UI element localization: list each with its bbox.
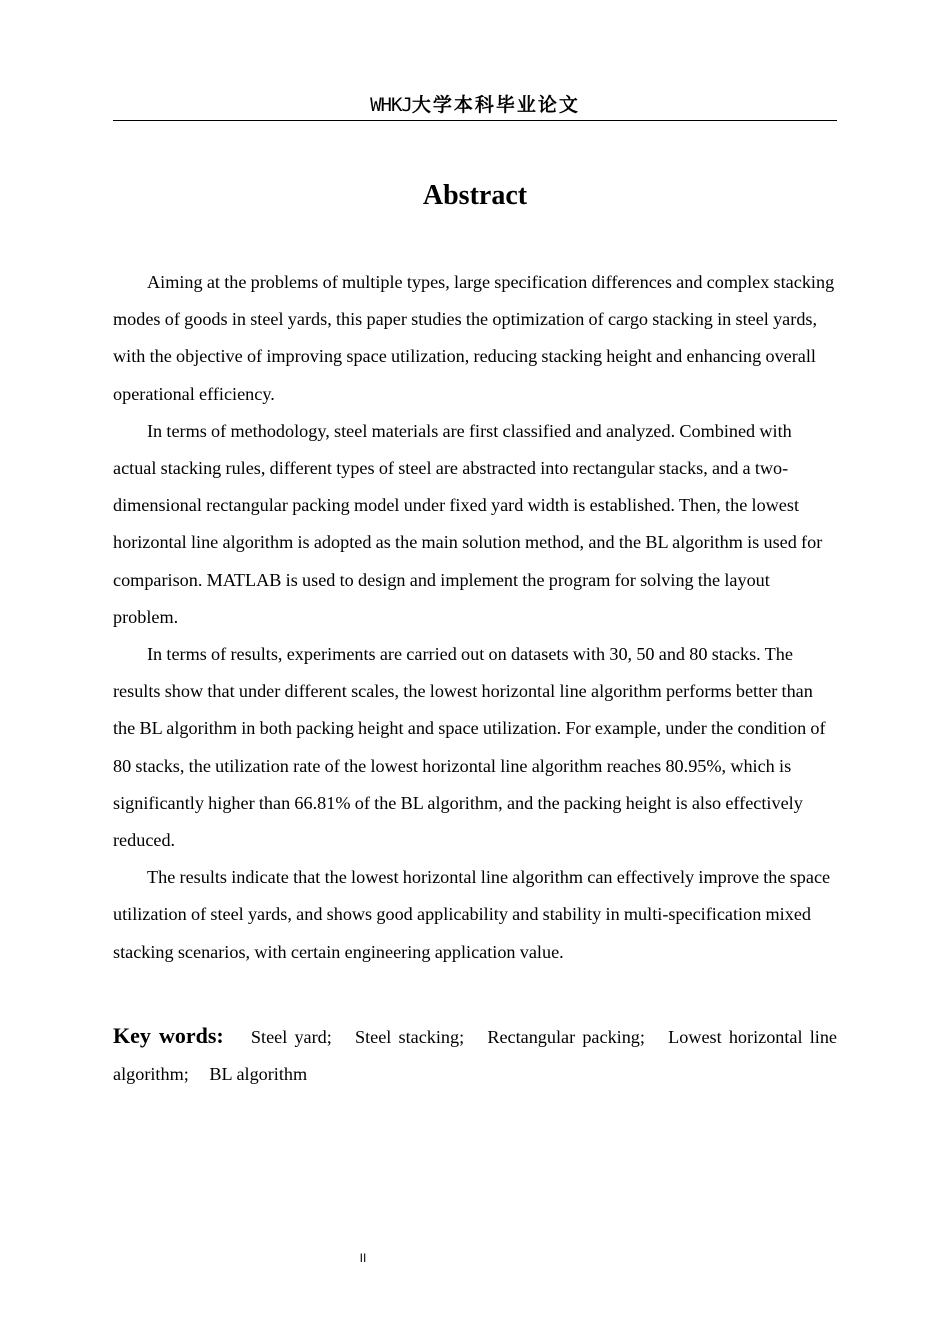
keyword-item: BL algorithm (209, 1064, 308, 1085)
abstract-paragraph-2: In terms of methodology, steel materials are first classified and analyzed. Combined with actual stacking rules, different types of steel are abstracted into rectangular stacks, and a two-dimensional rectangular packing model under fixed yard width is established. Then, the lowest horizontal line algorithm is adopted as the main solution method, and the BL algorithm is used for comparison. MATLAB is used to design and implement the program for solving the layout problem. (113, 420, 823, 627)
keyword-item: Rectangular packing; (487, 1027, 645, 1047)
keyword-item: Lowest horizontal line algorithm; (113, 1027, 837, 1085)
keyword-item: Steel stacking; (354, 1027, 465, 1047)
abstract-paragraph-3: In terms of results, experiments are carried out on datasets with 30, 50 and 80 stacks. The results show that under different scales, the lowest horizontal line algorithm performs better than the BL algorithm in both packing height and space utilization. For example, under the condition of 80 stacks, the utilization rate of the lowest horizontal line algorithm reaches 80.95%, which is significantly higher than 66.81% of the BL algorithm, and the packing height is also effectively reduced. (113, 644, 826, 851)
header-institution-code: WHKJ (370, 94, 412, 116)
abstract-paragraph-1: Aiming at the problems of multiple types, large specification differences and complex stacking modes of goods in steel yards, this paper studies the optimization of cargo stacking in steel yards, with the objective of improving space utilization, reducing stacking height and enhancing overall operational efficiency. (113, 272, 835, 404)
keywords-label: Key words: (113, 1023, 224, 1048)
keyword-item: Steel yard; (250, 1027, 332, 1047)
page-title: Abstract (422, 180, 528, 211)
keywords-section (113, 1017, 837, 1093)
running-header (113, 92, 837, 121)
header-thesis-label: 大学本科毕业论文 (411, 94, 580, 116)
page-number: II (359, 1251, 367, 1265)
abstract-body (113, 264, 837, 971)
abstract-paragraph-4: The results indicate that the lowest horizontal line algorithm can effectively improve the space utilization of steel yards, and shows good applicability and stability in multi-specification mixed stacking scenarios, with certain engineering application value. (113, 867, 831, 962)
